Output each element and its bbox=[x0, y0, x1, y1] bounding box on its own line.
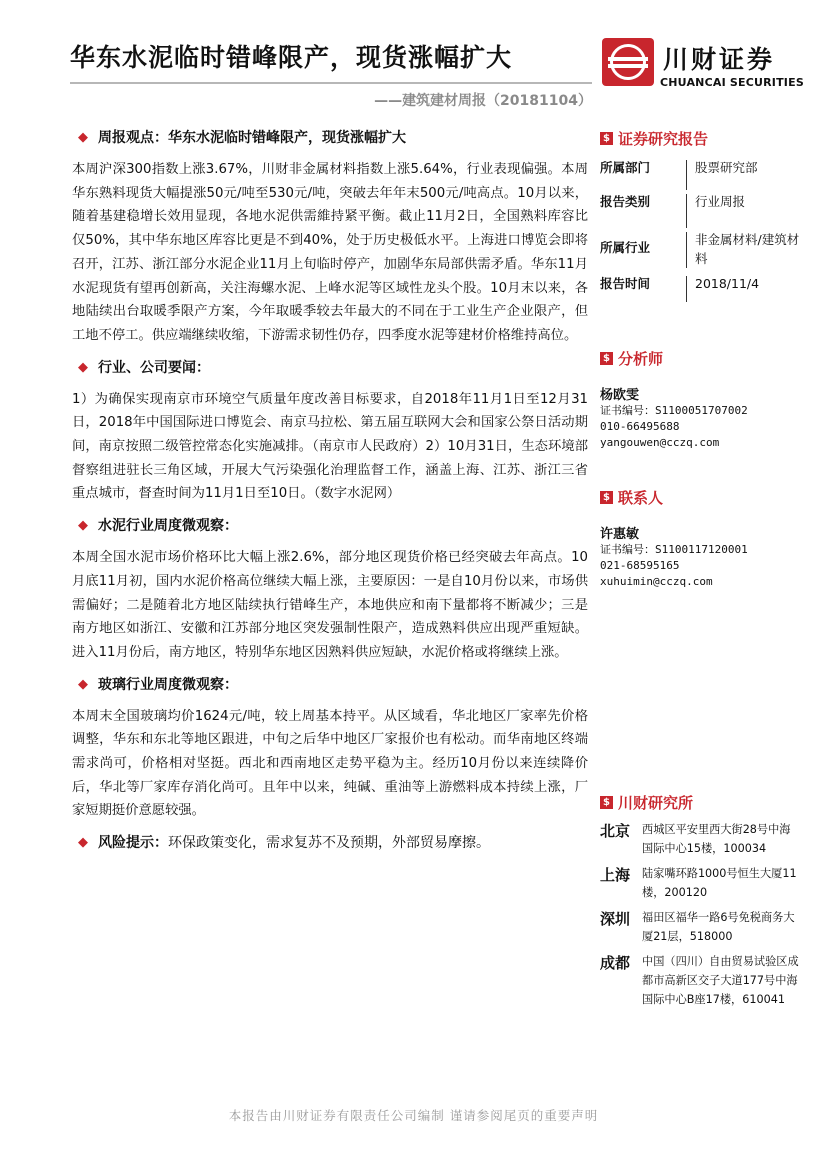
diamond-icon: ◆ bbox=[78, 835, 88, 851]
report-icon: $ bbox=[600, 132, 613, 145]
info-label: 报告时间 bbox=[600, 276, 651, 291]
report-title: 华东水泥临时错峰限产，现货涨幅扩大 bbox=[70, 43, 513, 72]
title-rule bbox=[70, 82, 592, 84]
city-address: 陆家嘴环路1000号恒生大厦11楼，200120 bbox=[642, 867, 797, 899]
institute-block bbox=[600, 790, 800, 1009]
diamond-icon: ◆ bbox=[78, 518, 88, 534]
analyst-icon: $ bbox=[600, 352, 613, 365]
section-heading: 水泥行业周度微观察： bbox=[98, 518, 238, 535]
logo-text-en: CHUANCAI SECURITIES bbox=[660, 76, 804, 89]
contact-phone: 021-68595165 bbox=[600, 559, 680, 572]
city-name: 深圳 bbox=[600, 910, 631, 928]
section-news bbox=[72, 356, 588, 507]
contact-block bbox=[600, 485, 800, 590]
institute-icon: $ bbox=[600, 796, 613, 809]
section-text: 本周末全国玻璃均价1624元/吨，较上周基本持平。从区域看，华北地区厂家率先价格调整，华东和东北等地区跟进，中旬之后华中地区厂家报价也有松动。而华南地区终端需求尚可，价格相对坚挺。西北和西南地区走势平稳为主。经历10月份以来连续降价后，华北等厂家库存消化尚可。且年中以来，纯碱、重油等上游燃料成本持续上涨，厂家短期挺价意愿较强。 bbox=[72, 708, 588, 819]
section-heading: 玻璃行业周度微观察： bbox=[98, 676, 238, 693]
city-address: 西城区平安里西大街28号中海国际中心15楼，100034 bbox=[642, 823, 791, 855]
analyst-phone: 010-66495688 bbox=[600, 420, 680, 433]
section-risk bbox=[72, 831, 588, 855]
contact-cert: 证书编号：S1100117120001 bbox=[600, 543, 748, 556]
analyst-name: 杨欧雯 bbox=[600, 388, 640, 403]
city-name: 成都 bbox=[600, 954, 631, 972]
report-info-block bbox=[600, 126, 800, 304]
analyst-cert: 证书编号：S1100051707002 bbox=[600, 404, 748, 417]
city-name: 上海 bbox=[600, 866, 631, 884]
diamond-icon: ◆ bbox=[78, 676, 88, 692]
info-value: 非金属材料/建筑材料 bbox=[695, 232, 800, 266]
info-value: 2018/11/4 bbox=[695, 276, 760, 291]
section-text: 1）为确保实现南京市环境空气质量年度改善目标要求，自2018年11月1日至12月31日，2018年中国国际进口博览会、南京马拉松、第五届互联网大会和国家公祭日活动期间，南京按照二级管控常态化实施减排。（南京市人民政府）2）10月31日，生态环境部督察组进驻长三角区域，开展大气污染强化治理监督工作，涵盖上海、江苏、浙江三省重点城市，督查时间为11月1日至10日。（数字水泥网） bbox=[72, 391, 588, 502]
info-value: 股票研究部 bbox=[695, 160, 758, 175]
info-value: 行业周报 bbox=[695, 194, 746, 209]
sidebar-heading: 分析师 bbox=[618, 349, 664, 368]
section-glass bbox=[72, 673, 588, 824]
info-label: 所属部门 bbox=[600, 160, 651, 175]
contact-icon: $ bbox=[600, 491, 613, 504]
section-weekly-view bbox=[72, 126, 588, 348]
section-heading: 行业、公司要闻： bbox=[98, 359, 210, 376]
sidebar bbox=[600, 126, 800, 1015]
main-column bbox=[72, 126, 588, 855]
logo-mark bbox=[602, 38, 654, 86]
section-text: 本周沪深300指数上涨3.67%，川财非金属材料指数上涨5.64%，行业表现偏强。本周华东熟料现货大幅提涨50元/吨至530元/吨，突破去年年末500元/吨高点。10月以来，随着基建稳增长效用显现，各地水泥供需維持紧平衡。截止11月2日，全国熟料库容比仅50%，其中华东地区库容比更是不到40%，处于历史极低水平。上海进口博览会即将召开，江苏、浙江部分水泥企业11月上旬临时停产，加剧华东局部供需矛盾。华东11月水泥现货有望再创新高，关注海螺水泥、上峰水泥等区域性龙头个股。10月末以来，各地陆续出台取暖季限产方案，今年取暖季较去年最大的不同在于工业生产企业限产，但工地不停工。供应端继续收缩，下游需求韧性仍存，四季度水泥等建材价格维持高位。 bbox=[72, 162, 588, 343]
diamond-icon: ◆ bbox=[78, 359, 88, 375]
logo-text-zh: 川财证券 bbox=[663, 45, 776, 74]
city-address: 福田区福华一路6号免税商务大厦21层，518000 bbox=[642, 911, 795, 943]
risk-text: 环保政策变化，需求复苏不及预期，外部贸易摩擦。 bbox=[168, 835, 490, 852]
section-heading: 周报观点：华东水泥临时错峰限产，现货涨幅扩大 bbox=[98, 130, 406, 146]
analyst-block bbox=[600, 346, 800, 451]
sidebar-heading: 川财研究所 bbox=[618, 793, 694, 812]
city-name: 北京 bbox=[600, 822, 631, 840]
city-address: 中国（四川）自由贸易试验区成都市高新区交子大道177号中海国际中心B座17楼，610041 bbox=[642, 955, 799, 1006]
contact-name: 许惠敏 bbox=[600, 527, 640, 542]
diamond-icon: ◆ bbox=[78, 130, 88, 145]
info-label: 所属行业 bbox=[600, 240, 651, 255]
report-subtitle: ——建筑建材周报（20181104） bbox=[374, 93, 592, 109]
footer-disclaimer: 本报告由川财证券有限责任公司编制 谨请参阅尾页的重要声明 bbox=[228, 1108, 599, 1123]
analyst-email: yangouwen@cczq.com bbox=[600, 436, 720, 449]
sidebar-heading: 联系人 bbox=[618, 488, 664, 507]
info-label: 报告类别 bbox=[600, 194, 651, 209]
section-text: 本周全国水泥市场价格环比大幅上涨2.6%，部分地区现货价格已经突破去年高点。10月底11月初，国内水泥价格高位继续大幅上涨，主要原因：一是自10月份以来，市场供需偏好；二是随着北方地区陆续执行错峰生产，本地供应和南下量都将不断减少；三是南方地区如浙江、安徽和江苏部分地区突发强制性限产，造成熟料供应出现严重短缺。进入11月份后，南方地区，特别华东地区因熟料供应短缺，水泥价格或将继续上涨。 bbox=[72, 550, 588, 660]
contact-email: xuhuimin@cczq.com bbox=[600, 575, 713, 588]
sidebar-heading: 证券研究报告 bbox=[618, 129, 709, 148]
risk-label: 风险提示： bbox=[98, 835, 168, 852]
section-cement bbox=[72, 514, 588, 665]
